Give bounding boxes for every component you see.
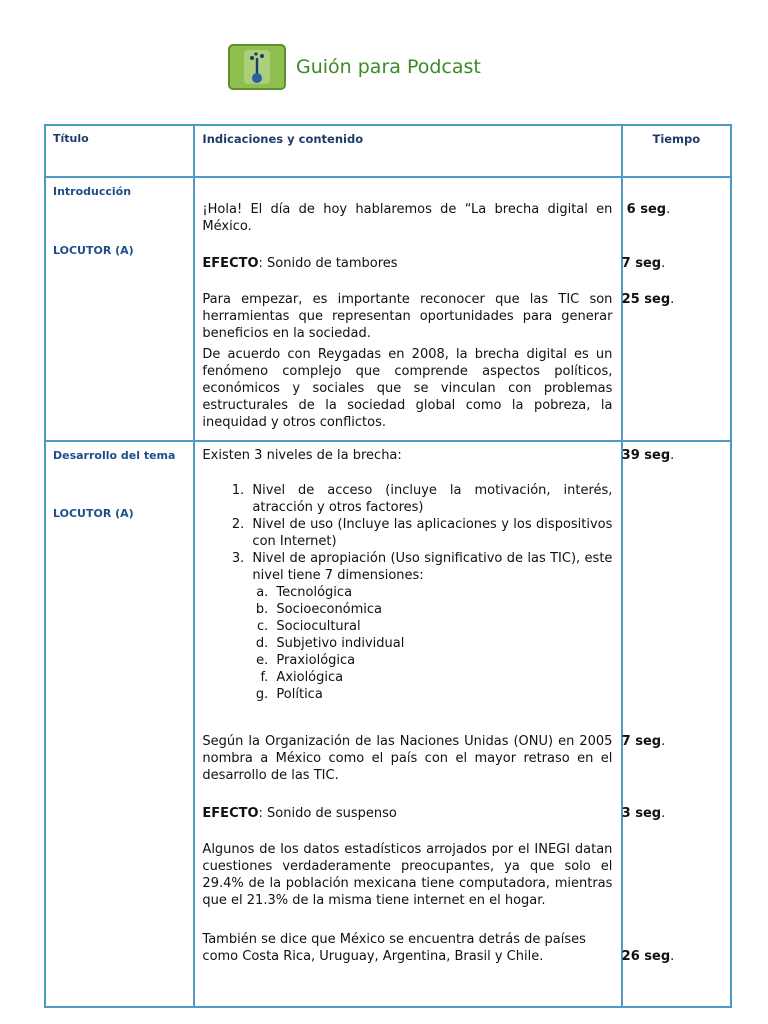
level-item: 3. Nivel de apropiación (Uso significativo de las TIC), este nivel tiene 7 dimensiones: a. Tecnológica b. Socioeconómica c. Sociocultural d. Subjetivo individual e. Praxiológica f. Axiológica g. Política xyxy=(248,550,612,703)
development-effect-text: : Sonido de suspenso xyxy=(258,806,397,821)
dimension-item: a. Tecnológica xyxy=(272,584,612,601)
header-title-label: Título xyxy=(53,132,89,145)
intro-paragraph-time: 25 seg. xyxy=(621,292,675,307)
dimension-item: d. Subjetivo individual xyxy=(272,635,612,652)
intro-row xyxy=(45,177,731,441)
intro-effect-label: EFECTO xyxy=(202,256,259,271)
final-time: 26 seg. xyxy=(621,949,675,964)
level-item: 1. Nivel de acceso (incluye la motivación, interés, atracción y otros factores) xyxy=(248,482,612,516)
development-content-cell xyxy=(194,441,621,1007)
levels-intro: Existen 3 niveles de la brecha: xyxy=(202,448,402,463)
intro-paragraph-1: Para empezar, es importante reconocer que las TIC son herramientas que representan oportunidades para generar beneficios en la sociedad. xyxy=(202,292,613,341)
development-time-cell xyxy=(622,441,731,1007)
development-speaker-label: LOCUTOR (A) xyxy=(53,507,134,520)
intro-speaker-label: LOCUTOR (A) xyxy=(53,244,134,257)
intro-greeting-time: 6 seg. xyxy=(626,202,671,217)
intro-section-label: Introducción xyxy=(53,185,132,198)
podcast-microphone-icon xyxy=(230,46,284,88)
levels-list xyxy=(202,482,612,703)
levels-time: 39 seg. xyxy=(621,448,675,463)
header-cell-time xyxy=(622,125,731,177)
intro-greeting: ¡Hola! El día de hoy hablaremos de “La brecha digital en México. xyxy=(202,202,613,234)
development-effect-time: 3 seg. xyxy=(621,806,666,821)
development-effect-label: EFECTO xyxy=(202,806,259,821)
dimensions-list xyxy=(252,584,612,703)
intro-title-cell xyxy=(45,177,194,441)
onu-paragraph: Según la Organización de las Naciones Unidas (ONU) en 2005 nombra a México como el país con el mayor retraso en el desarrollo de las TIC. xyxy=(202,734,613,783)
dimension-item: b. Socioeconómica xyxy=(272,601,612,618)
development-section-label: Desarrollo del tema xyxy=(53,449,176,462)
intro-effect-text: : Sonido de tambores xyxy=(258,256,398,271)
inegi-paragraph: Algunos de los datos estadísticos arrojados por el INEGI datan cuestiones verdaderamente preocupantes, ya que solo el 29.4% de la población mexicana tiene computadora, mientras que el 21.3% de la misma tiene internet en el hogar. xyxy=(202,842,613,908)
header-cell-content xyxy=(194,125,621,177)
mexico-paragraph: También se dice que México se encuentra detrás de países como Costa Rica, Uruguay, Argentina, Brasil y Chile. xyxy=(202,932,586,964)
intro-effect-time: 7 seg. xyxy=(621,256,666,271)
podcast-script-table xyxy=(44,124,732,1008)
intro-effect xyxy=(202,255,612,272)
intro-paragraph-2: De acuerdo con Reygadas en 2008, la brecha digital es un fenómeno complejo que comprende aspectos políticos, económicos y sociales que se vinculan con problemas estructurales de la sociedad global como la pobreza, la inequidad y otros conflictos. xyxy=(202,347,613,430)
dimension-item: g. Política xyxy=(272,686,612,703)
intro-time-cell xyxy=(622,177,731,441)
header-content-label: Indicaciones y contenido xyxy=(202,132,364,146)
level-item: 2. Nivel de uso (Incluye las aplicaciones y los dispositivos con Internet) xyxy=(248,516,612,550)
intro-content-cell xyxy=(194,177,621,441)
header-time-label: Tiempo xyxy=(652,132,701,146)
development-row xyxy=(45,441,731,1007)
onu-time: 7 seg. xyxy=(621,734,666,749)
table-header-row xyxy=(45,125,731,177)
dimension-item: f. Axiológica xyxy=(272,669,612,686)
development-title-cell xyxy=(45,441,194,1007)
header-cell-title xyxy=(45,125,194,177)
podcast-logo xyxy=(228,44,286,90)
development-effect xyxy=(202,805,612,822)
page-title: Guión para Podcast xyxy=(296,56,481,78)
dimension-item: c. Sociocultural xyxy=(272,618,612,635)
levels-list-container xyxy=(202,482,612,703)
dimension-item: e. Praxiológica xyxy=(272,652,612,669)
